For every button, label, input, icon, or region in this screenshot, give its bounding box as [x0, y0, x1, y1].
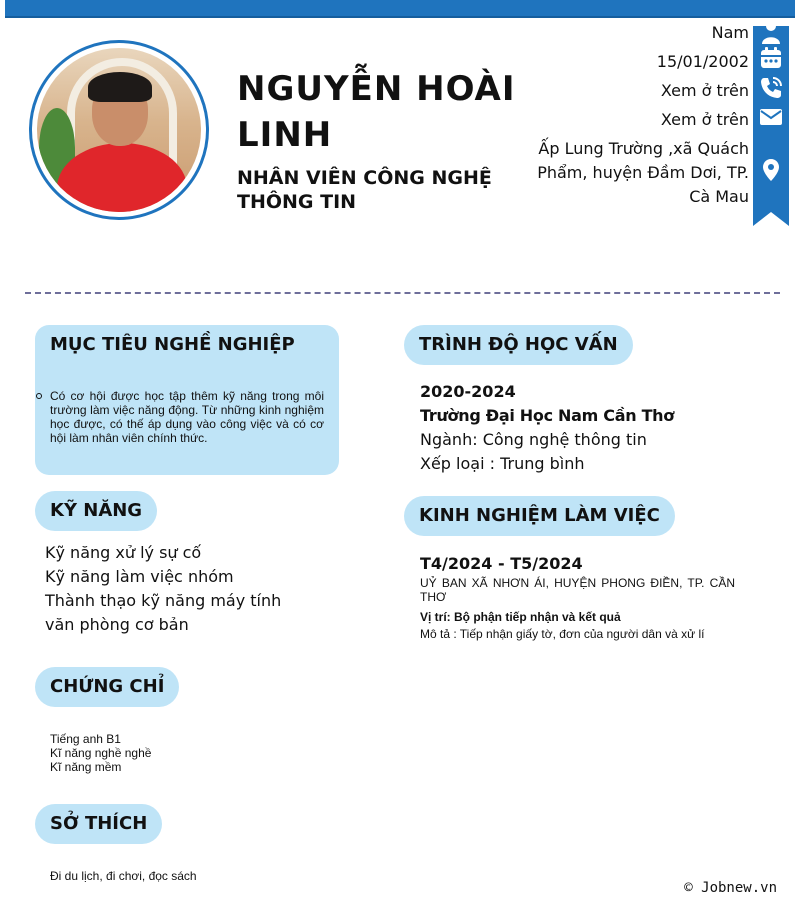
job-title: NHÂN VIÊN CÔNG NGHỆ THÔNG TIN [237, 167, 492, 213]
calendar-icon [759, 46, 783, 70]
location-pin-icon [759, 158, 783, 182]
education-entry [420, 380, 760, 476]
certificates-heading: CHỨNG CHỈ [35, 667, 179, 707]
skills-list [45, 541, 315, 637]
list-item: Thành thạo kỹ năng máy tính văn phòng cơ bản [45, 591, 282, 634]
experience-organization: UỶ BAN XÃ NHƠN ÁI, HUYỆN PHONG ĐIỀN, TP. CẦN THƠ [420, 576, 735, 604]
list-item: Kĩ năng mềm [50, 760, 122, 774]
phone-value: Xem ở trên [660, 81, 749, 100]
list-item: Kĩ năng nghề nghề [50, 746, 152, 760]
experience-period: T4/2024 - T5/2024 [420, 554, 583, 573]
gender-value: Nam [711, 23, 749, 42]
education-rank: Xếp loại : Trung bình [420, 454, 585, 473]
email-value: Xem ở trên [660, 110, 749, 129]
experience-entry [420, 552, 735, 641]
education-heading: TRÌNH ĐỘ HỌC VẤN [404, 325, 633, 365]
footer-credit: © Jobnew.vn [684, 880, 777, 896]
user-icon [759, 20, 783, 44]
hobbies-heading: SỞ THÍCH [35, 804, 162, 844]
education-school: Trường Đại Học Nam Cần Thơ [420, 406, 674, 425]
candidate-name: NGUYỄN HOÀI LINH [237, 69, 516, 155]
section-divider [25, 292, 780, 294]
phone-icon [759, 76, 783, 100]
list-item: Tiếng anh B1 [50, 732, 121, 746]
education-major: Ngành: Công nghệ thông tin [420, 430, 647, 449]
experience-heading: KINH NGHIỆM LÀM VIỆC [404, 496, 675, 536]
objective-list [50, 389, 324, 445]
avatar-photo [37, 48, 201, 212]
experience-description: Mô tả : Tiếp nhận giấy tờ, đơn của người dân và xử lí [420, 627, 705, 641]
list-item: Kỹ năng làm việc nhóm [45, 567, 234, 586]
objective-text: Có cơ hội được học tập thêm kỹ năng trong môi trường làm việc năng động. Từ những kinh nghiệm học được, có thế áp dụng vào công việc và có cơ hội làm nhân viên chính thức. [50, 389, 324, 445]
contact-icon-ribbon [753, 26, 789, 226]
experience-position: Vị trí: Bộ phận tiếp nhận và kết quả [420, 610, 621, 624]
email-icon [759, 105, 783, 129]
certificates-list [50, 732, 151, 774]
objective-heading: MỤC TIÊU NGHỀ NGHIỆP [50, 334, 295, 355]
top-accent-bar [5, 0, 795, 18]
objective-section [35, 325, 339, 475]
education-period: 2020-2024 [420, 382, 516, 401]
contact-info [519, 18, 749, 209]
list-item: Kỹ năng xử lý sự cố [45, 543, 202, 562]
skills-heading: KỸ NĂNG [35, 491, 157, 531]
avatar [29, 40, 209, 220]
address-value: Ấp Lung Trường ,xã Quách Phẩm, huyện Đầm Dơi, TP. Cà Mau [537, 139, 749, 206]
dob-value: 15/01/2002 [656, 52, 749, 71]
hobbies-text: Đi du lịch, đi chơi, đọc sách [50, 869, 197, 883]
